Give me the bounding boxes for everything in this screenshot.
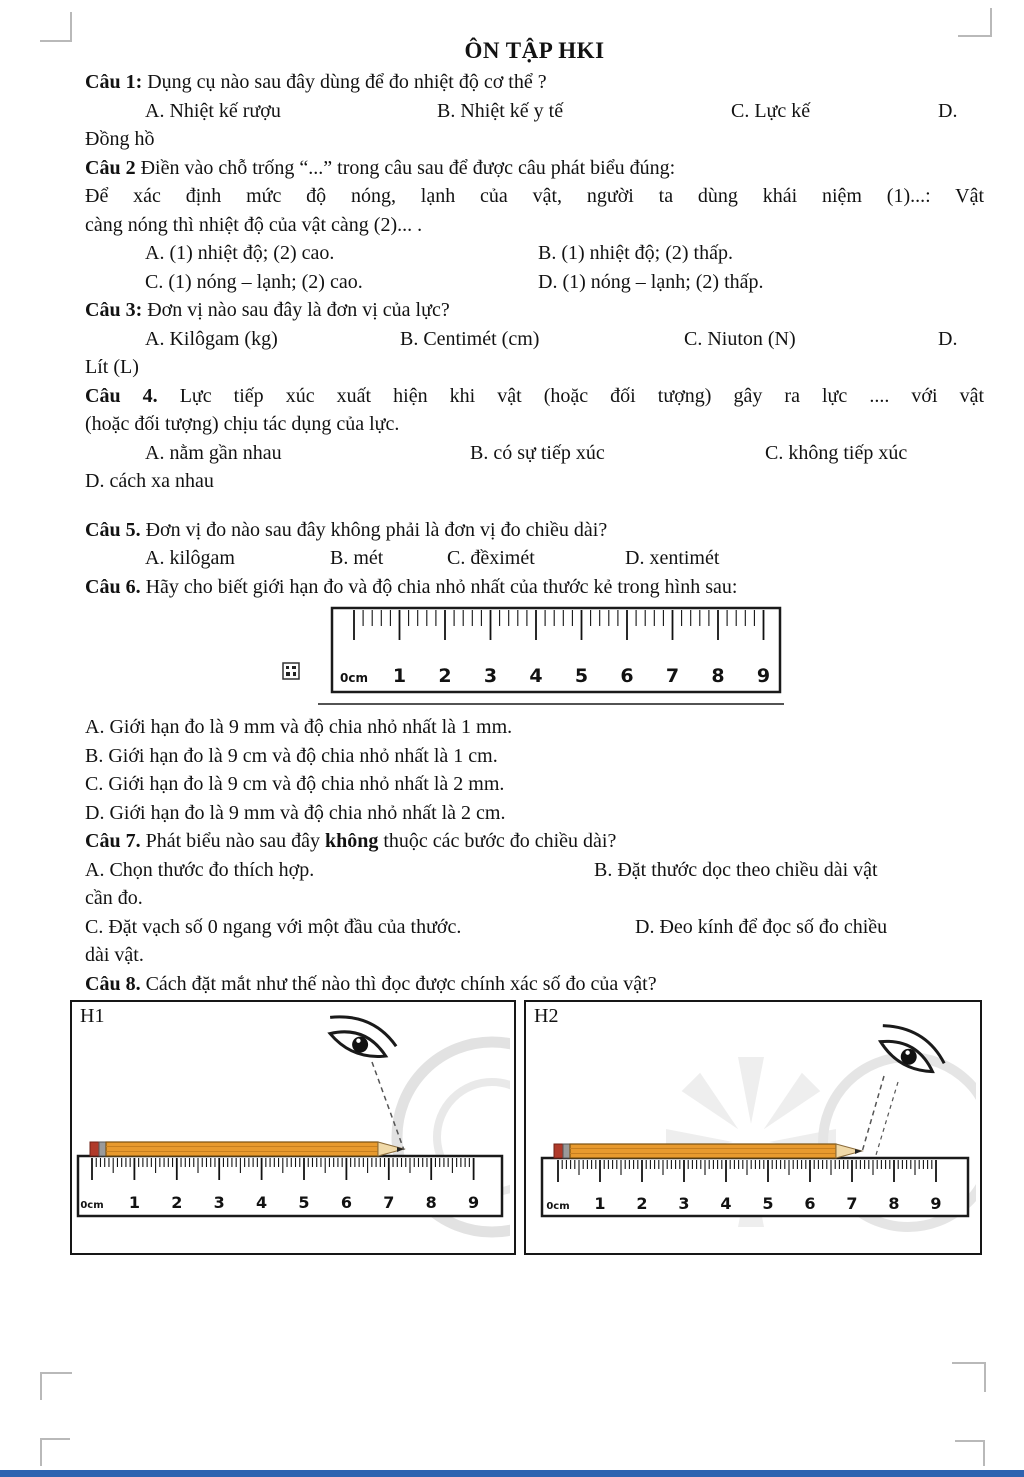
crop-mark <box>40 12 72 42</box>
svg-text:7: 7 <box>383 1193 395 1212</box>
q6-option-a: A. Giới hạn đo là 9 mm và độ chia nhỏ nhất là 1 mm. <box>85 716 513 738</box>
q3-label: Câu 3: <box>85 299 143 321</box>
object-anchor-icon <box>282 662 300 680</box>
q4-option-d: D. cách xa nhau <box>85 470 214 492</box>
figure-h1-label: H1 <box>80 1005 105 1027</box>
q2-body-line2: càng nóng thì nhiệt độ của vật càng (2)... . <box>85 213 423 236</box>
q7-options-row-2 <box>85 913 984 942</box>
svg-text:8: 8 <box>711 665 725 687</box>
q6-ruler-figure <box>85 604 984 712</box>
figure-h2 <box>524 1000 982 1255</box>
eye-graphic <box>322 1009 401 1066</box>
pencil-graphic <box>90 1142 404 1156</box>
q2-option-b: B. (1) nhiệt độ; (2) thấp. <box>538 242 733 264</box>
q1-label: Câu 1: <box>85 71 143 93</box>
q7-stem-post: thuộc các bước đo chiều dài? <box>378 830 617 852</box>
svg-text:5: 5 <box>298 1193 310 1212</box>
q1-option-c: C. Lực kế <box>731 99 811 122</box>
q6-stem-line <box>85 573 984 602</box>
q1-option-b: B. Nhiệt kế y tế <box>437 99 564 122</box>
q5-label: Câu 5. <box>85 518 141 541</box>
q2-body-line1: Để xác định mức độ nóng, lạnh của vật, người ta dùng khái niệm (1)...: Vật <box>85 185 984 207</box>
q7-stem-bold: không <box>324 830 379 852</box>
svg-text:3: 3 <box>213 1193 225 1212</box>
q6-stem: Hãy cho biết giới hạn đo và độ chia nhỏ nhất của thước kẻ trong hình sau: <box>145 575 738 598</box>
svg-text:6: 6 <box>340 1193 352 1212</box>
q2-option-c: C. (1) nóng – lạnh; (2) cao. <box>145 270 363 293</box>
q6-label: Câu 6. <box>85 575 141 598</box>
q6-option-b: B. Giới hạn đo là 9 cm và độ chia nhỏ nhất là 1 cm. <box>85 744 498 767</box>
figure-h1 <box>70 1000 516 1255</box>
svg-text:5: 5 <box>574 665 589 687</box>
q2-option-a: A. (1) nhiệt độ; (2) cao. <box>145 242 335 264</box>
q3-option-a: A. Kilôgam (kg) <box>145 327 278 350</box>
svg-text:6: 6 <box>804 1194 816 1213</box>
q8-figures <box>70 1000 984 1255</box>
crop-mark <box>40 1372 72 1400</box>
svg-text:1: 1 <box>128 1193 140 1212</box>
q3-option-d-wrap: Lít (L) <box>85 356 139 378</box>
figure-h2-graphic <box>526 1002 976 1249</box>
q7-stem-line <box>85 827 984 856</box>
q7-option-d-wrap: dài vật. <box>85 944 144 966</box>
q7-option-a: A. Chọn thước đo thích hợp. <box>85 858 315 881</box>
pencil-graphic <box>554 1144 862 1158</box>
bottom-blue-bar <box>0 1470 1024 1477</box>
q6-option-c: C. Giới hạn đo là 9 cm và độ chia nhỏ nhất là 2 mm. <box>85 773 505 795</box>
svg-text:4: 4 <box>529 665 543 687</box>
svg-text:9: 9 <box>756 665 771 687</box>
q2-options-row-1 <box>85 239 984 268</box>
q7-options-row-1 <box>85 856 984 885</box>
q8-stem-line <box>85 970 984 999</box>
q1-option-a: A. Nhiệt kế rượu <box>145 99 281 122</box>
svg-text:4: 4 <box>256 1193 268 1212</box>
ruler-graphic <box>318 604 788 712</box>
q1-option-d-wrap: Đồng hồ <box>85 128 155 150</box>
svg-text:4: 4 <box>720 1194 732 1213</box>
q3-stem-line <box>85 296 984 325</box>
q4-option-c: C. không tiếp xúc <box>765 441 908 464</box>
svg-text:2: 2 <box>636 1194 648 1213</box>
q1-options-row <box>85 97 984 126</box>
svg-text:9: 9 <box>930 1194 942 1213</box>
q1-option-d: D. <box>938 99 958 122</box>
q4-option-a: A. nằm gần nhau <box>145 441 282 464</box>
svg-text:1: 1 <box>594 1194 606 1213</box>
q2-label: Câu 2 <box>85 156 136 179</box>
q1-stem-line <box>85 68 984 97</box>
svg-text:5: 5 <box>762 1194 774 1213</box>
q8-stem: Cách đặt mắt như thế nào thì đọc được chính xác số đo của vật? <box>145 972 657 995</box>
q4-option-b: B. có sự tiếp xúc <box>470 441 605 464</box>
q5-option-a: A. kilôgam <box>145 547 235 569</box>
q2-options-row-2 <box>85 268 984 297</box>
svg-text:2: 2 <box>171 1193 183 1212</box>
q7-option-b: B. Đặt thước dọc theo chiều dài vật <box>594 858 878 881</box>
svg-text:7: 7 <box>665 665 680 687</box>
crop-mark <box>952 1362 986 1392</box>
svg-text:8: 8 <box>888 1194 900 1213</box>
svg-text:0cm: 0cm <box>546 1201 570 1212</box>
svg-text:7: 7 <box>846 1194 858 1213</box>
q6-option-d: D. Giới hạn đo là 9 mm và độ chia nhỏ nhất là 2 cm. <box>85 801 506 824</box>
svg-text:0cm: 0cm <box>80 1200 104 1211</box>
ruler-graphic <box>78 1156 502 1216</box>
q5-stem-line <box>85 516 984 545</box>
q4-stem-line2: (hoặc đối tượng) chịu tác dụng của lực. <box>85 413 400 435</box>
sight-line <box>862 1076 884 1152</box>
q4-stem-line1 <box>85 382 984 411</box>
q3-options-row <box>85 325 984 354</box>
q4-stem1: Lực tiếp xúc xuất hiện khi vật (hoặc đối tượng) gây ra lực .... với vật <box>179 384 985 407</box>
q3-option-b: B. Centimét (cm) <box>400 327 540 350</box>
ruler-graphic <box>542 1158 968 1216</box>
svg-text:3: 3 <box>483 665 498 687</box>
svg-text:1: 1 <box>392 665 407 687</box>
q3-stem: Đơn vị nào sau đây là đơn vị của lực? <box>147 299 450 321</box>
q7-label: Câu 7. <box>85 830 141 852</box>
q2-option-d: D. (1) nóng – lạnh; (2) thấp. <box>538 270 764 293</box>
svg-text:2: 2 <box>438 665 452 687</box>
svg-text:8: 8 <box>425 1193 437 1212</box>
q5-stem: Đơn vị đo nào sau đây không phải là đơn vị đo chiều dài? <box>145 518 608 541</box>
q3-option-d: D. <box>938 327 958 350</box>
q7-option-b-wrap: cần đo. <box>85 887 143 909</box>
q7-option-d: D. Đeo kính để đọc số đo chiều <box>635 915 888 938</box>
crop-mark <box>958 8 992 37</box>
crop-mark <box>955 1440 985 1466</box>
figure-h2-label: H2 <box>534 1005 559 1027</box>
svg-text:6: 6 <box>620 665 634 687</box>
svg-text:9: 9 <box>468 1193 480 1212</box>
figure-h1-graphic <box>72 1002 510 1249</box>
q7-stem-pre: Phát biểu nào sau đây <box>145 830 325 852</box>
svg-text:0cm: 0cm <box>340 671 368 685</box>
q2-stem: Điền vào chỗ trống “...” trong câu sau để được câu phát biểu đúng: <box>140 156 676 179</box>
eye-graphic <box>871 1017 950 1081</box>
svg-text:3: 3 <box>678 1194 690 1213</box>
q3-option-c: C. Niuton (N) <box>684 327 796 350</box>
page-title: ÔN TẬP HKI <box>464 38 605 63</box>
q4-label: Câu 4. <box>85 384 158 407</box>
q4-options-row <box>85 439 984 468</box>
crop-mark <box>40 1438 70 1466</box>
sight-line-2 <box>876 1082 898 1155</box>
q7-option-c: C. Đặt vạch số 0 ngang với một đầu của thước. <box>85 915 462 938</box>
q5-option-d: D. xentimét <box>625 547 720 569</box>
q1-stem: Dụng cụ nào sau đây dùng để đo nhiệt độ cơ thể ? <box>147 71 547 93</box>
q5-option-b: B. mét <box>330 547 384 569</box>
q2-stem-line <box>85 154 984 183</box>
q5-option-c: C. đềximét <box>447 547 535 569</box>
q5-options-row <box>85 544 984 573</box>
q8-label: Câu 8. <box>85 972 141 995</box>
